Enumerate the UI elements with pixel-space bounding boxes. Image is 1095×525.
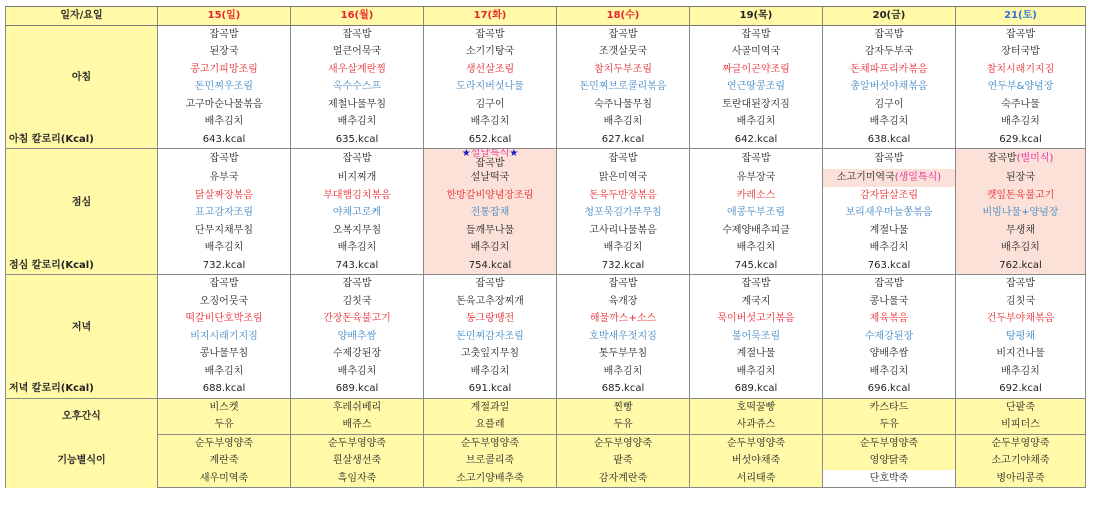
menu-cell: 돈민찌우조림 [158, 78, 291, 96]
lunch-row [6, 169, 1086, 187]
menu-cell: 제육볶음 [823, 310, 956, 328]
menu-cell: 잡곡밥 [557, 275, 690, 293]
dinner-row [6, 345, 1086, 363]
menu-cell: 688.kcal [158, 380, 291, 398]
menu-cell: 간장돈육불고기 [291, 310, 424, 328]
dinner-row [6, 310, 1086, 328]
menu-cell: 찐빵 [557, 398, 690, 416]
menu-cell: 버섯야채죽 [690, 452, 823, 470]
menu-cell: 콩나물국 [823, 293, 956, 311]
menu-cell: 비지시래기지짐 [158, 328, 291, 346]
menu-cell: 627.kcal [557, 131, 690, 149]
menu-cell: 표고감자조림 [158, 204, 291, 222]
dinner-row [6, 293, 1086, 311]
menu-cell: 육개장 [557, 293, 690, 311]
menu-cell: 순두부영양죽 [956, 434, 1086, 452]
dinner-row [6, 363, 1086, 381]
dinner-kcal-label: 저녁 칼로리(Kcal) [6, 380, 158, 398]
lunch-row [6, 239, 1086, 257]
menu-cell: 도라지버섯나물 [424, 78, 557, 96]
menu-cell: 양배추쌈 [823, 345, 956, 363]
breakfast-label: 아침 [6, 25, 158, 131]
menu-cell: 돈육두반장볶음 [557, 187, 690, 205]
menu-cell: 브로콜리죽 [424, 452, 557, 470]
special-note: (별미식) [1016, 153, 1054, 165]
menu-cell [956, 149, 1086, 170]
breakfast-row [6, 96, 1086, 114]
menu-cell: 고춧잎지무침 [424, 345, 557, 363]
menu-cell: 배추김치 [690, 113, 823, 131]
menu-cell: 689.kcal [291, 380, 424, 398]
menu-cell: 잡곡밥 [956, 275, 1086, 293]
menu-cell: 잡곡밥 [291, 25, 424, 43]
special-row [6, 434, 1086, 452]
menu-cell: 단팥죽 [956, 398, 1086, 416]
dinner-row [6, 275, 1086, 293]
menu-cell: 참치시래기지짐 [956, 61, 1086, 79]
menu-cell: 돈채파프리카볶음 [823, 61, 956, 79]
menu-cell: 잡곡밥 [424, 25, 557, 43]
breakfast-row [6, 113, 1086, 131]
menu-cell: 김구이 [424, 96, 557, 114]
menu-cell: 계절나물 [690, 345, 823, 363]
dinner-row [6, 328, 1086, 346]
special-note: (생일특식) [894, 172, 942, 183]
menu-cell: 잡곡밥 [424, 275, 557, 293]
menu-cell: 고구마순나물볶음 [158, 96, 291, 114]
menu-cell: 토란대된장지짐 [690, 96, 823, 114]
menu-cell: 순두부영양죽 [690, 434, 823, 452]
menu-cell: 배추김치 [956, 363, 1086, 381]
menu-cell: 콩나물무침 [158, 345, 291, 363]
lunch-row [6, 187, 1086, 205]
menu-cell: 감자계란죽 [557, 470, 690, 488]
menu-cell: 설날떡국 [424, 169, 557, 187]
menu-cell: 순두부영양죽 [158, 434, 291, 452]
day-header: 17(화) [424, 7, 557, 26]
menu-cell: 청포묵김가루무침 [557, 204, 690, 222]
menu-cell: 잡곡밥 [956, 25, 1086, 43]
menu-cell: 배추김치 [557, 239, 690, 257]
menu-cell: 순두부영양죽 [291, 434, 424, 452]
weekly-meal-table [5, 6, 1086, 488]
menu-cell: 잡곡밥 [158, 149, 291, 170]
breakfast-row [6, 61, 1086, 79]
menu-cell: 잡곡밥 [823, 25, 956, 43]
menu-cell: 배추김치 [823, 113, 956, 131]
menu-cell: 763.kcal [823, 257, 956, 275]
menu-cell [823, 169, 956, 187]
menu-cell: 팥죽 [557, 452, 690, 470]
special-row [6, 470, 1086, 488]
menu-cell: 오징어뭇국 [158, 293, 291, 311]
menu-cell: 두유 [557, 416, 690, 434]
menu-cell: 잡곡밥 [690, 275, 823, 293]
menu-cell: 닭살짜장볶음 [158, 187, 291, 205]
menu-cell: 애콩두부조림 [690, 204, 823, 222]
menu-cell: 배추김치 [291, 239, 424, 257]
menu-cell: 635.kcal [291, 131, 424, 149]
menu-cell: 계절나물 [823, 222, 956, 240]
menu-cell: 생선살조림 [424, 61, 557, 79]
menu-cell: 692.kcal [956, 380, 1086, 398]
menu-cell: 요플레 [424, 416, 557, 434]
menu-cell: 새우살계란찜 [291, 61, 424, 79]
menu-cell: 638.kcal [823, 131, 956, 149]
menu-cell: 제철나물무침 [291, 96, 424, 114]
lunch-row [6, 222, 1086, 240]
menu-cell: 배추김치 [424, 239, 557, 257]
menu-cell: 잡곡밥 [291, 275, 424, 293]
breakfast-kcal-row [6, 131, 1086, 149]
menu-cell: 732.kcal [557, 257, 690, 275]
menu-cell: 잡곡밥 [690, 25, 823, 43]
lunch-kcal-row [6, 257, 1086, 275]
menu-cell: 야채고로케 [291, 204, 424, 222]
day-header: 16(월) [291, 7, 424, 26]
menu-cell: 묵이버섯고기볶음 [690, 310, 823, 328]
breakfast-kcal-label: 아침 칼로리(Kcal) [6, 131, 158, 149]
header-label: 일자/요일 [6, 7, 158, 26]
menu-cell: 비피더스 [956, 416, 1086, 434]
menu-cell: 호박새우젓지짐 [557, 328, 690, 346]
menu-cell: 두유 [823, 416, 956, 434]
lunch-row [6, 149, 1086, 170]
menu-cell: 참치두부조림 [557, 61, 690, 79]
menu-cell: 배추김치 [690, 363, 823, 381]
menu-cell: 사골미역국 [690, 43, 823, 61]
snack-label: 오후간식 [6, 398, 158, 434]
menu-cell: 해물까스+소스 [557, 310, 690, 328]
menu-cell [424, 149, 557, 170]
menu-item: 잡곡밥 [475, 158, 505, 169]
menu-cell: 비빔나물+양념장 [956, 204, 1086, 222]
menu-cell: 총알버섯야채볶음 [823, 78, 956, 96]
menu-cell: 잡곡밥 [291, 149, 424, 170]
menu-cell: 696.kcal [823, 380, 956, 398]
menu-cell: 유부장국 [690, 169, 823, 187]
day-header: 15(일) [158, 7, 291, 26]
menu-cell: 689.kcal [690, 380, 823, 398]
menu-cell: 비스켓 [158, 398, 291, 416]
menu-cell: 배쥬스 [291, 416, 424, 434]
menu-cell: 유부국 [158, 169, 291, 187]
menu-cell: 762.kcal [956, 257, 1086, 275]
menu-cell: 732.kcal [158, 257, 291, 275]
snack-row [6, 416, 1086, 434]
meal-menu [5, 6, 1086, 488]
menu-cell: 탕평채 [956, 328, 1086, 346]
menu-cell: 호떡꿀빵 [690, 398, 823, 416]
menu-cell: 계란죽 [158, 452, 291, 470]
menu-cell: 연근땅콩조림 [690, 78, 823, 96]
lunch-kcal-label: 점심 칼로리(Kcal) [6, 257, 158, 275]
menu-cell: 629.kcal [956, 131, 1086, 149]
menu-cell: 691.kcal [424, 380, 557, 398]
dinner-kcal-row [6, 380, 1086, 398]
menu-cell: 계절과일 [424, 398, 557, 416]
menu-cell: 순두부영양죽 [557, 434, 690, 452]
menu-cell: 652.kcal [424, 131, 557, 149]
menu-cell: 배추김치 [424, 363, 557, 381]
menu-cell: 돈민찌브로콜리볶음 [557, 78, 690, 96]
menu-cell: 한방갈비양념장조림 [424, 187, 557, 205]
menu-cell: 들깨무나물 [424, 222, 557, 240]
menu-cell: 감자두부국 [823, 43, 956, 61]
menu-cell: 소고기양배추죽 [424, 470, 557, 488]
menu-cell: 소기기탕국 [424, 43, 557, 61]
snack-row [6, 398, 1086, 416]
breakfast-row [6, 43, 1086, 61]
menu-cell: 흰살생선죽 [291, 452, 424, 470]
menu-cell: 카스타드 [823, 398, 956, 416]
menu-cell: 볼어묵조림 [690, 328, 823, 346]
menu-cell: 배추김치 [557, 363, 690, 381]
menu-cell: 돈민찌감자조림 [424, 328, 557, 346]
menu-cell: 깻잎돈육불고기 [956, 187, 1086, 205]
menu-cell: 수제양배추피클 [690, 222, 823, 240]
menu-cell: 콩고기피망조림 [158, 61, 291, 79]
special-tag: ★설날특식★ [461, 148, 519, 159]
menu-cell: 잡곡밥 [158, 25, 291, 43]
menu-cell: 김구이 [823, 96, 956, 114]
menu-cell: 영양닭죽 [823, 452, 956, 470]
menu-cell: 배추김치 [956, 239, 1086, 257]
menu-cell: 배추김치 [690, 239, 823, 257]
menu-cell: 짜글이곤약조림 [690, 61, 823, 79]
menu-cell: 순두부영양죽 [424, 434, 557, 452]
menu-cell: 조갯살뭇국 [557, 43, 690, 61]
menu-cell: 단무지채무침 [158, 222, 291, 240]
menu-cell: 서리태죽 [690, 470, 823, 488]
menu-cell: 배추김치 [158, 113, 291, 131]
menu-cell: 장터국밥 [956, 43, 1086, 61]
lunch-label: 점심 [6, 149, 158, 257]
menu-cell: 685.kcal [557, 380, 690, 398]
menu-cell: 754.kcal [424, 257, 557, 275]
menu-cell: 642.kcal [690, 131, 823, 149]
menu-cell: 감자닭살조림 [823, 187, 956, 205]
menu-cell: 전통잡채 [424, 204, 557, 222]
menu-cell: 카레소스 [690, 187, 823, 205]
menu-cell: 사과쥬스 [690, 416, 823, 434]
menu-cell: 부대햄김치볶음 [291, 187, 424, 205]
menu-cell: 비지찌개 [291, 169, 424, 187]
menu-cell: 배추김치 [823, 363, 956, 381]
menu-cell: 떡갈비단호박조림 [158, 310, 291, 328]
menu-cell: 숙주나물 [956, 96, 1086, 114]
menu-cell: 수제강된장 [291, 345, 424, 363]
day-header: 19(목) [690, 7, 823, 26]
breakfast-row [6, 25, 1086, 43]
menu-cell: 고사리나물볶음 [557, 222, 690, 240]
menu-cell: 돈육고추장찌개 [424, 293, 557, 311]
menu-cell: 무생채 [956, 222, 1086, 240]
menu-cell: 흑임자죽 [291, 470, 424, 488]
menu-cell: 643.kcal [158, 131, 291, 149]
menu-cell: 옥수수스프 [291, 78, 424, 96]
menu-cell: 맑은미역국 [557, 169, 690, 187]
day-header: 18(수) [557, 7, 690, 26]
menu-cell: 소고기야채죽 [956, 452, 1086, 470]
menu-cell: 계국지 [690, 293, 823, 311]
menu-cell: 동그랑땡전 [424, 310, 557, 328]
menu-cell: 비지건나물 [956, 345, 1086, 363]
menu-cell: 새우미역죽 [158, 470, 291, 488]
menu-cell: 배추김치 [291, 363, 424, 381]
breakfast-row [6, 78, 1086, 96]
menu-item: 소고기미역국 [836, 172, 895, 183]
menu-cell: 얼큰어묵국 [291, 43, 424, 61]
menu-cell: 배추김치 [158, 239, 291, 257]
menu-cell: 숙주나물무침 [557, 96, 690, 114]
menu-cell: 배추김치 [424, 113, 557, 131]
special-label: 기능별식이 [6, 434, 158, 488]
menu-cell: 김칫국 [956, 293, 1086, 311]
menu-cell: 보리새우마늘쫑볶음 [823, 204, 956, 222]
menu-cell: 배추김치 [956, 113, 1086, 131]
menu-cell: 잡곡밥 [823, 149, 956, 170]
menu-cell: 순두부영양죽 [823, 434, 956, 452]
menu-cell: 연두부&양념장 [956, 78, 1086, 96]
menu-cell: 잡곡밥 [557, 25, 690, 43]
day-header: 20(금) [823, 7, 956, 26]
header-row [6, 7, 1086, 26]
menu-cell: 잡곡밥 [690, 149, 823, 170]
menu-cell: 배추김치 [158, 363, 291, 381]
menu-cell: 배추김치 [291, 113, 424, 131]
menu-cell: 오복지무침 [291, 222, 424, 240]
menu-cell: 두유 [158, 416, 291, 434]
menu-cell: 건두부야채볶음 [956, 310, 1086, 328]
menu-cell: 단호박죽 [823, 470, 956, 488]
dinner-label: 저녁 [6, 275, 158, 381]
menu-cell: 된장국 [158, 43, 291, 61]
menu-cell: 된장국 [956, 169, 1086, 187]
menu-cell: 743.kcal [291, 257, 424, 275]
menu-cell: 병아리콩죽 [956, 470, 1086, 488]
menu-cell: 후레쉬베리 [291, 398, 424, 416]
menu-cell: 잡곡밥 [823, 275, 956, 293]
menu-cell: 배추김치 [557, 113, 690, 131]
lunch-row [6, 204, 1086, 222]
menu-cell: 수제강된장 [823, 328, 956, 346]
menu-cell: 잡곡밥 [557, 149, 690, 170]
menu-cell: 김칫국 [291, 293, 424, 311]
special-row [6, 452, 1086, 470]
menu-cell: 톳두부무침 [557, 345, 690, 363]
menu-cell: 양배추쌈 [291, 328, 424, 346]
menu-cell: 배추김치 [823, 239, 956, 257]
day-header: 21(토) [956, 7, 1086, 26]
menu-item: 잡곡밥 [987, 153, 1017, 165]
menu-cell: 잡곡밥 [158, 275, 291, 293]
menu-cell: 745.kcal [690, 257, 823, 275]
